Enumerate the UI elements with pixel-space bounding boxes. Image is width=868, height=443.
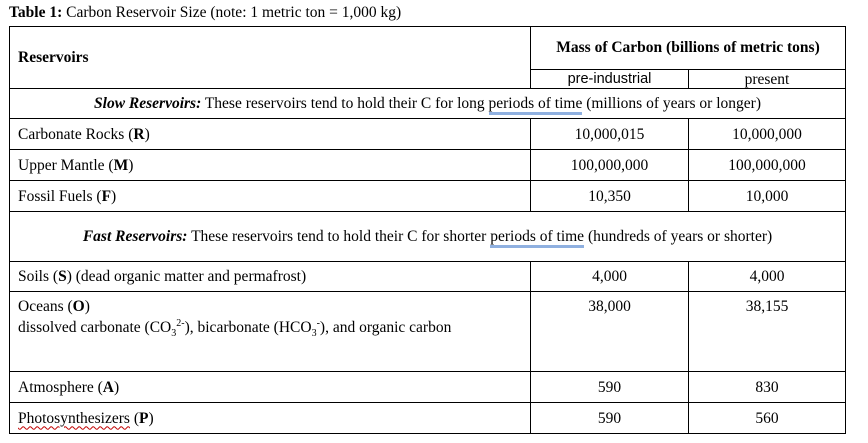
slow-desc-highlight: periods of time: [489, 95, 583, 115]
reservoir-name: Upper Mantle (M): [10, 150, 531, 181]
present-value: 38,155: [689, 292, 846, 372]
fast-desc-end: (hundreds of years or shorter): [584, 228, 773, 245]
header-row: [10, 27, 846, 70]
present-value: 830: [689, 372, 846, 403]
pre-industrial-value: 4,000: [531, 262, 689, 292]
fast-reservoirs-description: [10, 212, 846, 262]
slow-reservoirs-description: [10, 89, 846, 119]
table-row: [10, 292, 846, 372]
table-row: [10, 403, 846, 434]
caption-label: Table 1:: [9, 4, 63, 21]
present-value: 100,000,000: [689, 150, 846, 181]
table-row: [10, 150, 846, 181]
fast-desc-highlight: periods of time: [490, 228, 584, 248]
mass-header: Mass of Carbon (billions of metric tons): [531, 27, 846, 70]
slow-desc-part: These reservoirs tend to hold their C for long: [201, 95, 489, 112]
fast-desc-part: These reservoirs tend to hold their C for shorter: [187, 228, 491, 245]
pre-industrial-value: 590: [531, 372, 689, 403]
reservoir-name: Fossil Fuels (F): [10, 181, 531, 212]
reservoir-name: Atmosphere (A): [10, 372, 531, 403]
slow-reservoirs-row: [10, 89, 846, 119]
fast-reservoirs-row: [10, 212, 846, 262]
table-row: [10, 262, 846, 292]
table-row: [10, 119, 846, 150]
slow-reservoirs-title: Slow Reservoirs:: [94, 95, 202, 112]
present-value: 10,000,000: [689, 119, 846, 150]
reservoir-name: Soils (S) (dead organic matter and permafrost): [10, 262, 531, 292]
table-row: [10, 372, 846, 403]
present-value: 560: [689, 403, 846, 434]
spellcheck-word[interactable]: Photosynthesizers: [18, 409, 130, 427]
reservoir-name: Oceans (O) dissolved carbonate $(CO_3^{2-})$, bicarbonate $(HCO_3^-)$, and organic carbon: [10, 292, 531, 372]
reservoirs-header: Reservoirs: [10, 27, 531, 89]
table-row: [10, 181, 846, 212]
pre-industrial-value: 38,000: [531, 292, 689, 372]
pre-industrial-header: pre-industrial: [531, 70, 689, 89]
present-value: 4,000: [689, 262, 846, 292]
pre-industrial-value: 100,000,000: [531, 150, 689, 181]
caption-text: Carbon Reservoir Size (note: 1 metric ton = 1,000 kg): [62, 4, 402, 21]
pre-industrial-value: 590: [531, 403, 689, 434]
pre-industrial-value: 10,350: [531, 181, 689, 212]
table-caption: [9, 4, 401, 22]
reservoir-name: Carbonate Rocks (R): [10, 119, 531, 150]
fast-reservoirs-title: Fast Reservoirs:: [82, 228, 188, 245]
pre-industrial-value: 10,000,015: [531, 119, 689, 150]
reservoir-name: Photosynthesizers (P): [10, 403, 531, 434]
carbon-reservoir-table: [9, 26, 846, 434]
present-header: present: [689, 70, 846, 89]
slow-desc-end: (millions of years or longer): [582, 95, 761, 112]
present-value: 10,000: [689, 181, 846, 212]
